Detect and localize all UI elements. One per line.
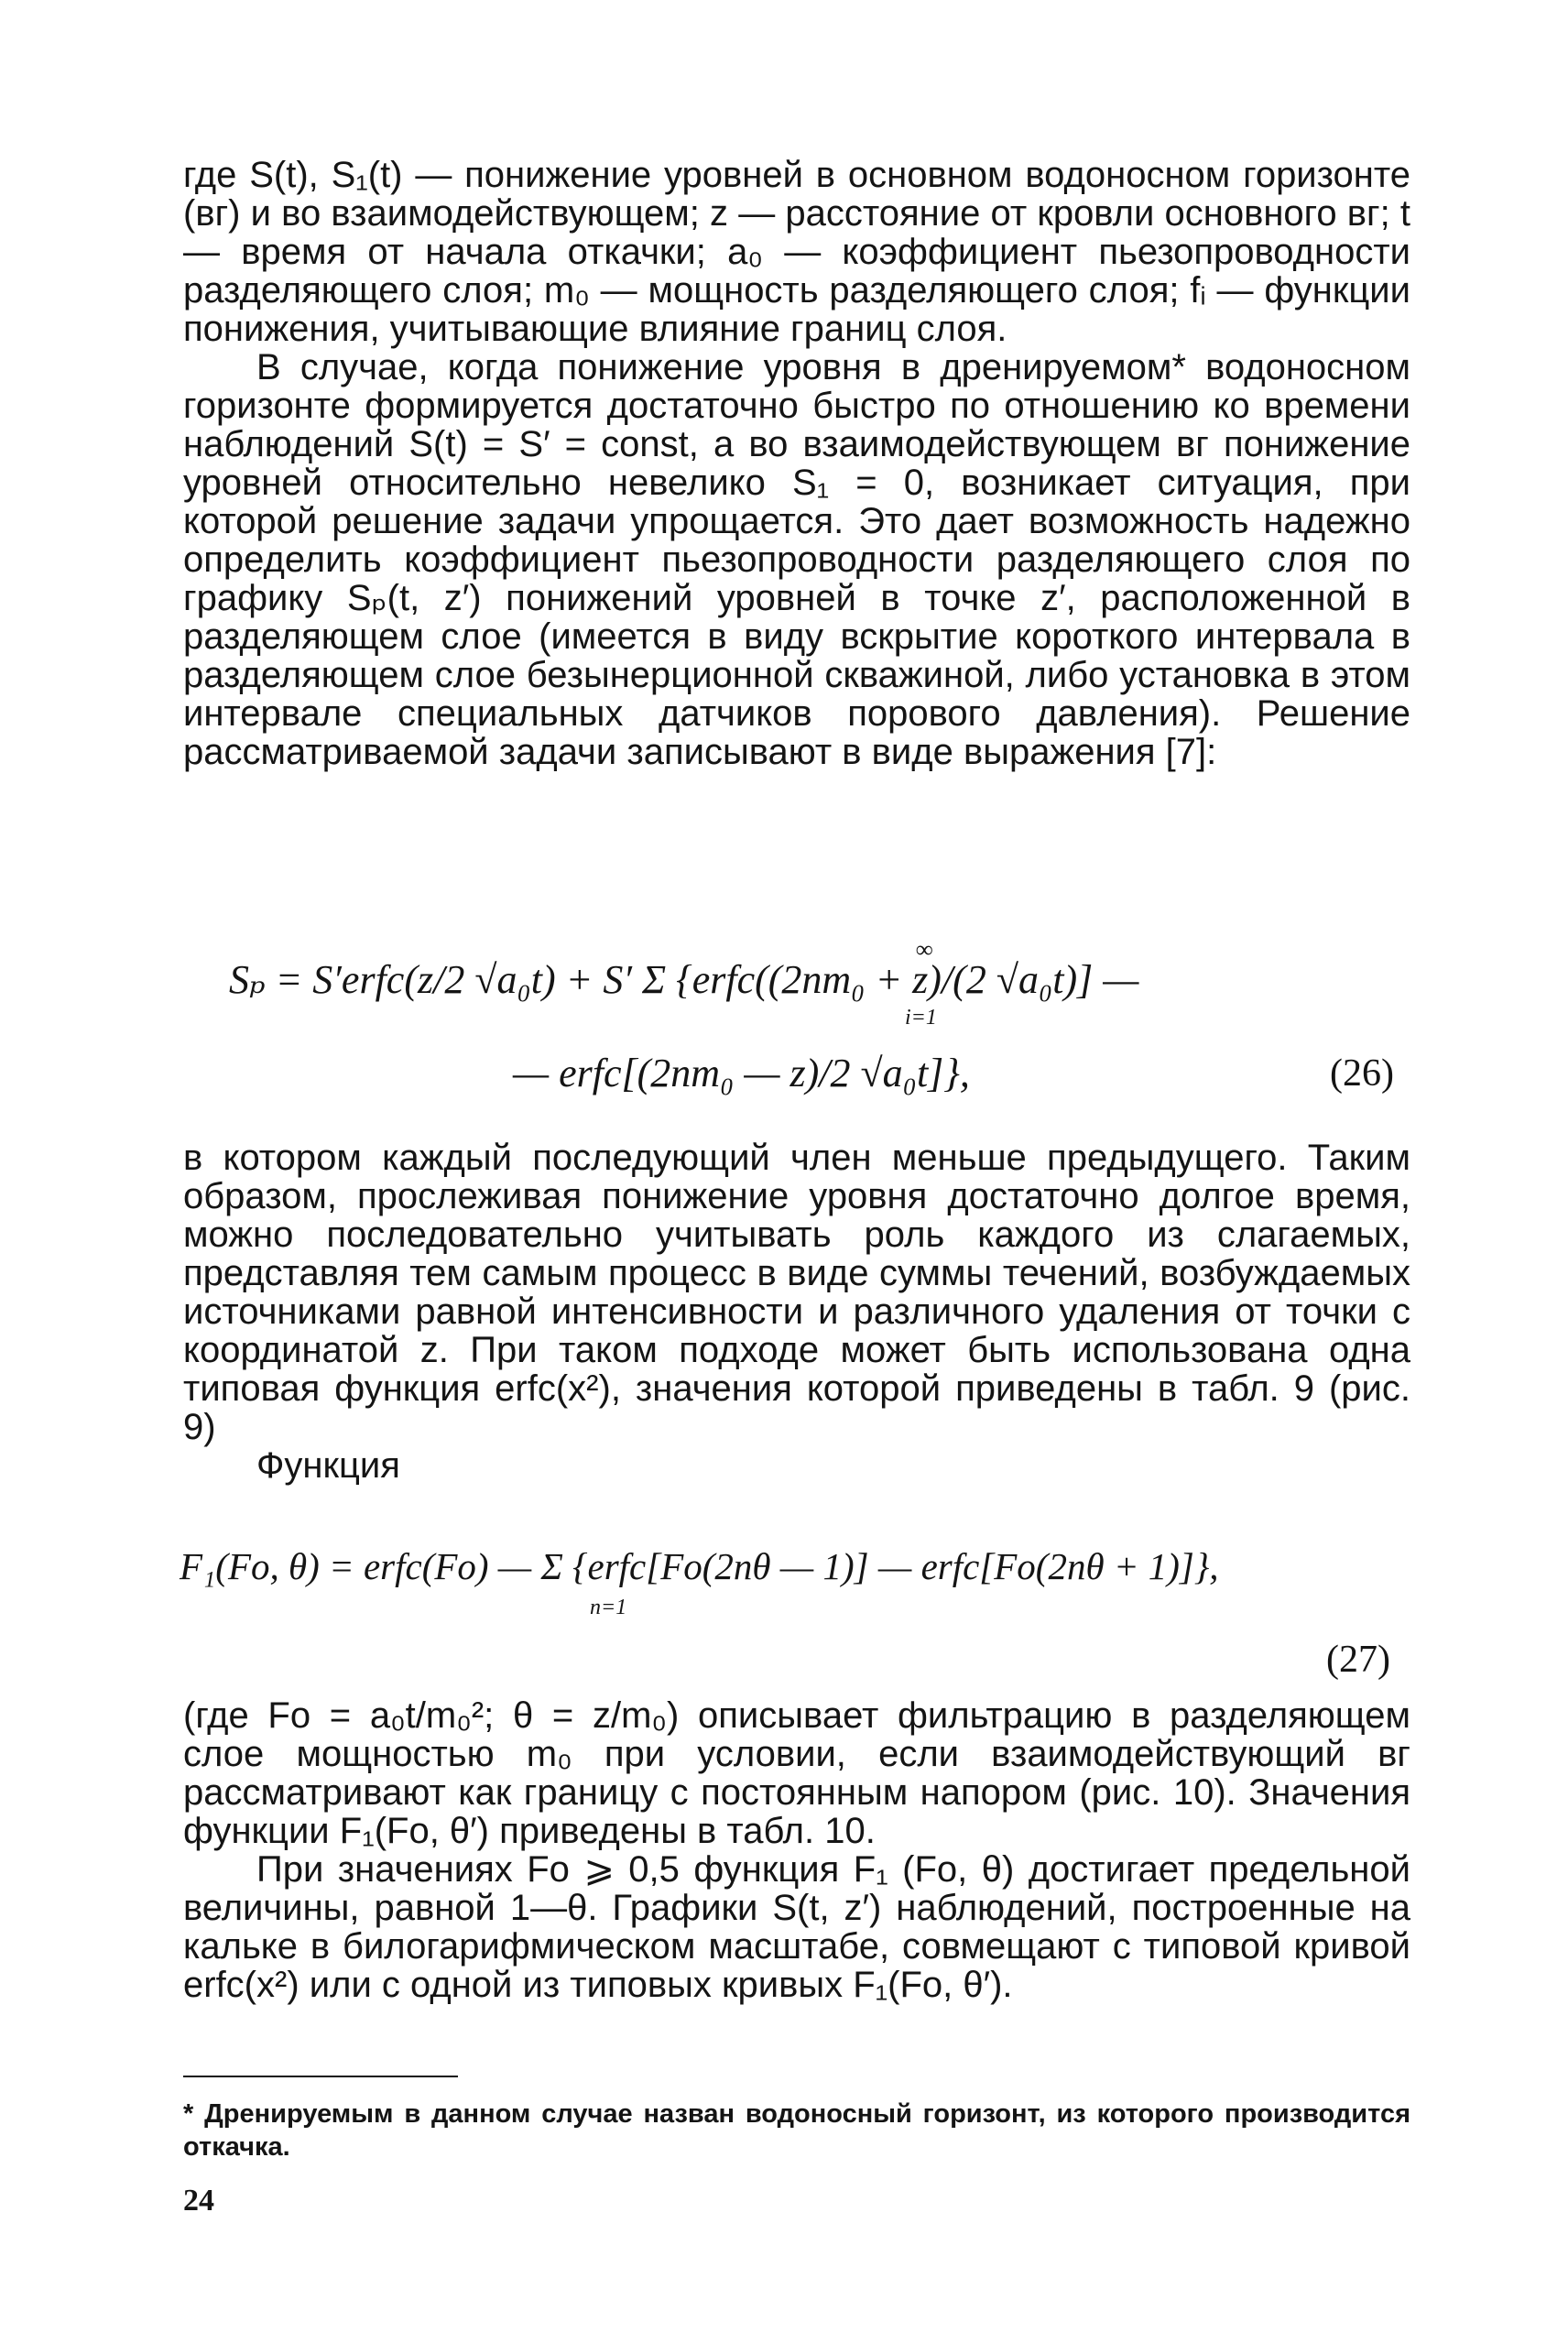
equation-27-line-1: F₁(Fo, θ) = erfc(Fo) — Σ {erfc[Fo(2nθ — 1)] — erfc[Fo(2nθ + 1)]}, (180, 1545, 1219, 1587)
footnote: * Дренируемым в данном случае назван водоносный горизонт, из которого производится откачка. (183, 2099, 1410, 2162)
equation-26-number: (26) (1330, 1052, 1394, 1095)
equation-27-number: (27) (1326, 1639, 1390, 1681)
sum-lower-limit-26: i=1 (905, 1006, 937, 1030)
paragraph-curve-matching: При значениях Fo ⩾ 0,5 функция F₁ (Fo, θ) достигает предельной величины, равной 1—θ. Графики S(t, z′) наблюдений, построенные на кальке в билогарифмическом масштабе, совмещают с типовой кривой erfc(x²) или с одной из типовых кривых F₁(Fo, θ′). (183, 1849, 1410, 2005)
page-number: 24 (183, 2184, 214, 2218)
paragraph-definitions: где S(t), S₁(t) — понижение уровней в основном водоносном горизонте (вг) и во взаимодействующем; z — расстояние от кровли основного вг; t — время от начала откачки; a₀ — коэффициент пьезопроводности разделяющего слоя; m₀ — мощность разделяющего слоя; fᵢ — функции понижения, учитывающие влияние границ слоя. (183, 155, 1410, 349)
footnote-divider (183, 2076, 458, 2077)
paragraph-fo-definition: (где Fo = a₀t/m₀²; θ = z/m₀) описывает фильтрацию в разделяющем слое мощностью m₀ при условии, если взаимодействующий вг рассматривают как границу с постоянным напором (рис. 10). Значения функции F₁(Fo, θ′) приведены в табл. 10. (183, 1695, 1410, 1851)
paragraph-function-label: Функция (256, 1445, 400, 1486)
body-text-bottom (183, 1696, 1410, 2004)
body-text-middle (183, 1139, 1410, 1485)
body-text-top (183, 156, 1410, 771)
equation-26-line-2: — erfc[(2nm₀ — z)/2 √a₀t]}, (513, 1051, 970, 1095)
sum-upper-limit-26: ∞ (916, 936, 933, 963)
paragraph-case-description: В случае, когда понижение уровня в дренируемом* водоносном горизонте формируется достаточно быстро по отношению ко времени наблюдений S(t) = S′ = const, а во взаимодействующем вг понижение уровней относительно невелико S₁ = 0, возникает ситуация, при которой решение задачи упрощается. Это дает возможность надежно определить коэффициент пьезопроводности разделяющего слоя по графику Sₚ(t, z′) понижений уровней в точке z′, расположенной в разделяющем слое (имеется в виду вскрытие короткого интервала в разделяющем слое безынерционной скважиной, либо установка в этом интервале специальных датчиков порового давления). Решение рассматриваемой задачи записывают в виде выражения [7]: (183, 347, 1410, 772)
sum-lower-limit-27: n=1 (590, 1596, 627, 1619)
paragraph-series-explanation: в котором каждый последующий член меньше предыдущего. Таким образом, прослеживая понижение уровня достаточно долгое время, можно последовательно учитывать роль каждого из слагаемых, представляя тем самым процесс в виде суммы течений, возбуждаемых источниками равной интенсивности и различного удаления от точки с координатой z. При таком подходе может быть использована одна типовая функция erfc(x²), значения которой приведены в табл. 9 (рис. 9) (183, 1138, 1410, 1447)
equation-26-line-1: Sₚ = S′erfc(z/2 √a₀t) + S′ Σ {erfc((2nm₀ + z)/(2 √a₀t)] — (229, 957, 1139, 1002)
